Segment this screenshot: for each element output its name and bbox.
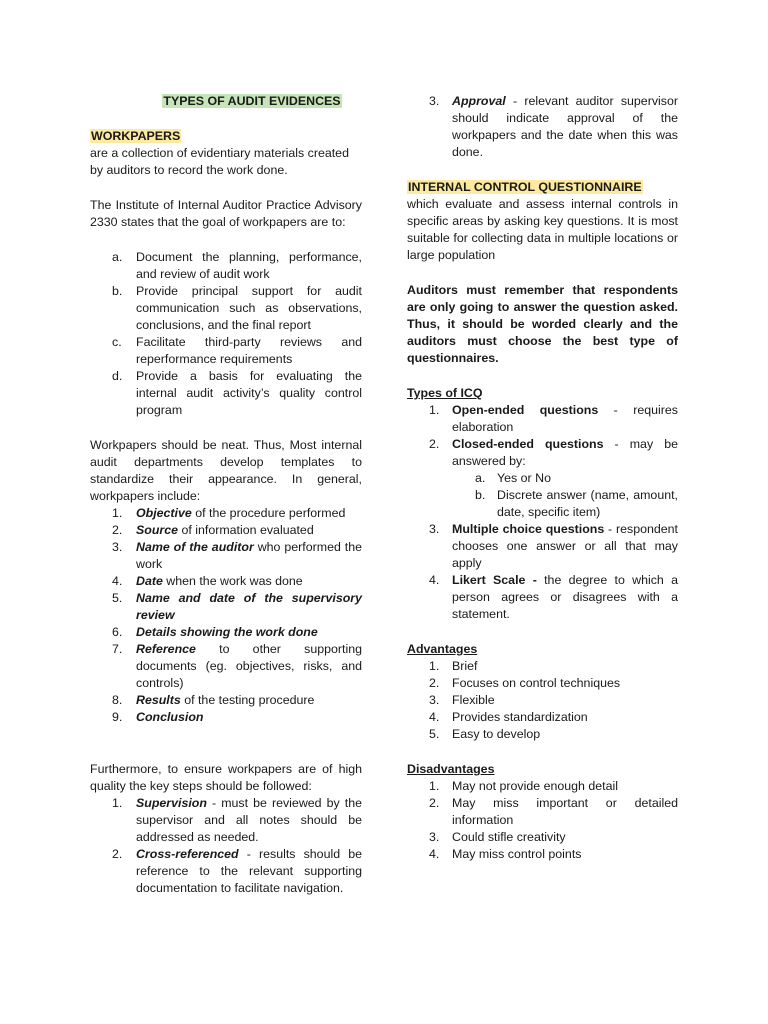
list-bold: Results: [136, 693, 181, 707]
list-marker: 3.: [429, 830, 440, 844]
list-marker: 9.: [112, 710, 123, 724]
list-item: [407, 692, 678, 709]
types-list: [407, 402, 678, 623]
list-marker: 5.: [429, 727, 440, 741]
list-marker: 4.: [112, 574, 123, 588]
list-item: [90, 334, 362, 368]
list-item: [407, 93, 678, 161]
list-text: [452, 436, 678, 470]
list-bold: Cross-referenced: [136, 847, 239, 861]
list-marker: 8.: [112, 693, 123, 707]
list-item: [407, 470, 678, 487]
advantages-heading: Advantages: [407, 642, 478, 656]
list-bold: Open-ended questions: [452, 403, 599, 417]
types-heading: Types of ICQ: [407, 386, 483, 400]
list-item: [90, 368, 362, 419]
list-bold: Closed-ended questions: [452, 437, 604, 451]
includes-list: [90, 505, 362, 726]
list-marker: 7.: [112, 642, 123, 656]
list-item: [90, 539, 362, 573]
list-item: [407, 709, 678, 726]
list-text: [136, 573, 362, 590]
list-text: [452, 402, 678, 436]
list-marker: c.: [112, 335, 122, 349]
list-rest: of the testing procedure: [180, 693, 315, 707]
icq-definition: which evaluate and assess internal controls in specific areas by asking key questions. It is most suitable for collecting data in multiple locations or large population: [407, 197, 678, 262]
list-text: Focuses on control techniques: [452, 676, 621, 690]
list-marker: a.: [112, 250, 123, 264]
list-text: [136, 692, 362, 709]
list-text: Easy to develop: [452, 727, 541, 741]
list-marker: 2.: [429, 676, 440, 690]
advantages-list: [407, 658, 678, 743]
list-marker: 3.: [429, 693, 440, 707]
list-text: Document the planning, performance, and review of audit work: [136, 250, 362, 281]
list-marker: 1.: [112, 796, 123, 810]
list-rest: - relevant auditor supervisor should indicate approval of the workpapers and the date when this was done.: [452, 94, 678, 159]
icq-heading: INTERNAL CONTROL QUESTIONNAIRE: [408, 180, 642, 194]
list-marker: 4.: [429, 573, 440, 587]
list-item: [90, 624, 362, 641]
list-bold: Conclusion: [136, 710, 204, 724]
list-text: [136, 709, 362, 726]
list-marker: a.: [475, 471, 486, 485]
list-text: May miss control points: [452, 847, 582, 861]
list-text: Could stifle creativity: [452, 830, 566, 844]
disadvantages-heading-line: [407, 761, 678, 778]
list-item: [90, 795, 362, 846]
list-item: [90, 641, 362, 692]
iia-paragraph: The Institute of Internal Auditor Practice Advisory 2330 states that the goal of workpapers are to:: [90, 198, 362, 229]
list-bold: Details showing the work done: [136, 625, 318, 639]
list-bold: Approval: [452, 94, 506, 108]
list-marker: 3.: [429, 94, 440, 108]
list-bold: Likert Scale -: [452, 573, 537, 587]
list-marker: b.: [112, 284, 123, 298]
list-item: [407, 726, 678, 743]
list-text: [452, 93, 678, 161]
list-item: [90, 692, 362, 709]
list-item: [90, 846, 362, 897]
steps-list: [90, 795, 362, 897]
list-rest: when the work was done: [162, 574, 303, 588]
list-marker: 3.: [112, 540, 123, 554]
list-rest: who performed the work: [136, 540, 362, 571]
list-rest: to other supporting documents (eg. objectives, risks, and controls): [136, 642, 362, 690]
list-text: Discrete answer (name, amount, date, specific item): [497, 488, 678, 519]
list-bold: Reference: [136, 642, 196, 656]
list-item: [407, 829, 678, 846]
list-text: [136, 795, 362, 846]
left-column: [90, 93, 362, 897]
list-item: [90, 283, 362, 334]
list-text: [136, 539, 362, 573]
list-item: [407, 436, 678, 470]
furthermore-paragraph: Furthermore, to ensure workpapers are of high quality the key steps should be followed:: [90, 762, 362, 793]
list-text: Facilitate third-party reviews and reperformance requirements: [136, 335, 362, 366]
list-marker: 2.: [112, 523, 123, 537]
list-text: [136, 590, 362, 624]
list-bold: Supervision: [136, 796, 207, 810]
list-rest: - requires elaboration: [452, 403, 678, 434]
list-text: [136, 505, 362, 522]
neat-paragraph: Workpapers should be neat. Thus, Most internal audit departments develop templates to standardize their appearance. In general, workpapers include:: [90, 438, 362, 503]
list-text: [136, 641, 362, 692]
list-item: [407, 521, 678, 572]
list-bold: Source: [136, 523, 179, 537]
list-marker: 1.: [429, 779, 440, 793]
workpapers-heading: WORKPAPERS: [91, 129, 181, 143]
list-item: [90, 709, 362, 726]
list-item: [407, 778, 678, 795]
icq-heading-line: [407, 179, 678, 196]
goals-list: [90, 249, 362, 419]
list-rest: - results should be reference to the relevant supporting documentation to facilitate navigation.: [136, 847, 362, 895]
list-marker: 4.: [429, 710, 440, 724]
document-title-line: [90, 93, 362, 110]
list-rest: of the procedure performed: [191, 506, 346, 520]
list-text: May not provide enough detail: [452, 779, 619, 793]
icq-note: Auditors must remember that respondents are only going to answer the question asked. Thus, it should be worded clearly and the auditors must choose the best type of questionnaires.: [407, 283, 678, 365]
list-item: [407, 572, 678, 623]
list-marker: 6.: [112, 625, 123, 639]
advantages-heading-line: [407, 641, 678, 658]
list-rest: - may be answered by:: [452, 437, 678, 468]
list-bold: Objective: [136, 506, 192, 520]
list-marker: 2.: [429, 437, 440, 451]
workpapers-definition: are a collection of evidentiary materials created by auditors to record the work done.: [90, 146, 349, 177]
list-text: [136, 624, 362, 641]
list-marker: b.: [475, 488, 486, 502]
list-text: [452, 572, 678, 623]
list-item: [90, 249, 362, 283]
list-item: [407, 675, 678, 692]
list-marker: d.: [112, 369, 123, 383]
right-column: [407, 93, 678, 863]
list-bold: Multiple choice questions: [452, 522, 605, 536]
list-text: Flexible: [452, 693, 495, 707]
disadvantages-heading: Disadvantages: [407, 762, 495, 776]
list-marker: 1.: [429, 403, 440, 417]
list-text: Yes or No: [497, 471, 551, 485]
list-text: May miss important or detailed information: [452, 796, 678, 827]
list-item: [407, 487, 678, 521]
list-text: Brief: [452, 659, 478, 673]
list-item: [407, 795, 678, 829]
list-item: [90, 505, 362, 522]
list-text: [452, 521, 678, 572]
list-text: Provide a basis for evaluating the internal audit activity’s quality control program: [136, 369, 362, 417]
list-bold: Name and date of the supervisory review: [136, 591, 362, 622]
list-text: Provide principal support for audit communication such as observations, conclusions, and the final report: [136, 284, 362, 332]
list-marker: 1.: [112, 506, 123, 520]
list-item: [90, 573, 362, 590]
list-marker: 2.: [112, 847, 123, 861]
list-bold: Date: [136, 574, 163, 588]
list-rest: - respondent chooses one answer or all that may apply: [452, 522, 678, 570]
list-item: [90, 522, 362, 539]
list-marker: 4.: [429, 847, 440, 861]
types-heading-line: [407, 385, 678, 402]
list-marker: 2.: [429, 796, 440, 810]
list-rest: the degree to which a person agrees or disagrees with a statement.: [452, 573, 678, 621]
list-item: [407, 658, 678, 675]
list-item: [407, 846, 678, 863]
list-text: [136, 522, 362, 539]
list-item: [90, 590, 362, 624]
list-marker: 5.: [112, 591, 123, 605]
disadvantages-list: [407, 778, 678, 863]
list-item: [407, 402, 678, 436]
workpapers-heading-line: [90, 128, 362, 145]
list-rest: of information evaluated: [178, 523, 314, 537]
list-rest: - must be reviewed by the supervisor and all notes should be addressed as needed.: [136, 796, 362, 844]
list-marker: 3.: [429, 522, 440, 536]
list-text: [136, 846, 362, 897]
list-bold: Name of the auditor: [136, 540, 254, 554]
document-title: TYPES OF AUDIT EVIDENCES: [163, 94, 341, 108]
list-marker: 1.: [429, 659, 440, 673]
list-text: Provides standardization: [452, 710, 588, 724]
